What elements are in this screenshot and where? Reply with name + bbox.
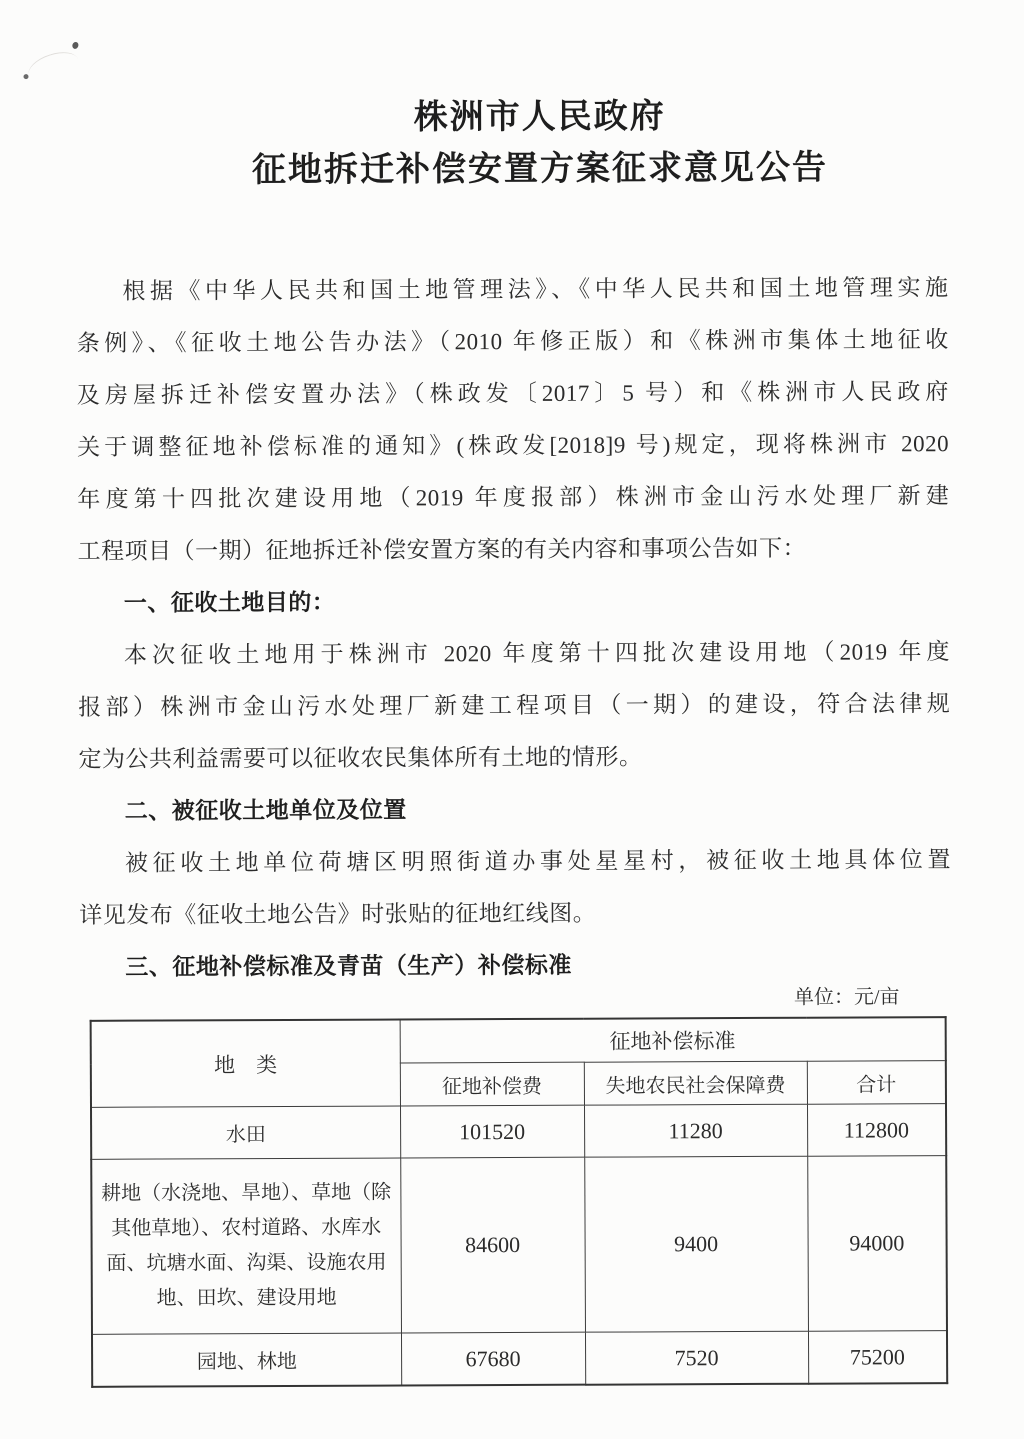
cell-social-fee: 11280 xyxy=(584,1104,807,1157)
cell-total: 75200 xyxy=(808,1331,947,1384)
table-row-garden-forest-land xyxy=(92,1331,947,1387)
intro-line-1: 根据《中华人民共和国土地管理法》、《中华人民共和国土地管理实施 xyxy=(122,275,949,304)
cell-land-type: 水田 xyxy=(91,1106,400,1159)
intro-line-4: 关于调整征地补偿标准的通知》(株政发[2018]9 号)规定，现将株洲市 2020 xyxy=(77,431,950,460)
intro-line-2: 条例》、《征收土地公告办法》（2010 年修正版）和《株洲市集体土地征收 xyxy=(76,327,949,356)
section1-heading: 一、征收土地目的： xyxy=(123,589,336,616)
cell-land-type: 耕地（水浇地、旱地）、草地（除其他草地）、农村道路、水库水面、坑塘水面、沟渠、设施农用地、田坎、建设用地 xyxy=(91,1158,401,1334)
cell-comp-fee: 67680 xyxy=(401,1332,585,1385)
header-land-type: 地 类 xyxy=(91,1019,400,1107)
document-title xyxy=(76,90,948,198)
section3-heading: 三、征地补偿标准及青苗（生产）补偿标准 xyxy=(125,952,572,980)
header-social-security-fee: 失地农民社会保障费 xyxy=(584,1061,807,1105)
cell-total: 94000 xyxy=(807,1156,947,1332)
cell-comp-fee: 84600 xyxy=(400,1157,585,1333)
title-line-1: 株洲市人民政府 xyxy=(413,98,666,137)
header-group-compensation-standard: 征地补偿标准 xyxy=(400,1017,946,1063)
title-line-2: 征地拆迁补偿安置方案征求意见公告 xyxy=(251,149,828,190)
intro-line-6: 工程项目（一期）征地拆迁补偿安置方案的有关内容和事项公告如下： xyxy=(77,535,807,564)
cell-comp-fee: 101520 xyxy=(400,1105,584,1158)
section2-heading: 二、被征收土地单位及位置 xyxy=(124,797,407,824)
compensation-table xyxy=(90,1016,949,1388)
document-body xyxy=(76,262,953,1388)
section1-line-1: 本次征收土地用于株洲市 2020 年度第十四批次建设用地（2019 年度 xyxy=(123,639,951,668)
scan-smudge xyxy=(25,47,83,89)
unit-note: 单位：元/亩 xyxy=(793,986,900,1009)
cell-land-type: 园地、林地 xyxy=(92,1333,401,1387)
scan-speck xyxy=(71,41,79,50)
intro-line-5: 年度第十四批次建设用地（2019 年度报部）株洲市金山污水处理厂新建 xyxy=(77,483,950,512)
header-comp-fee: 征地补偿费 xyxy=(400,1062,584,1106)
header-total: 合计 xyxy=(807,1061,946,1105)
document-content xyxy=(76,90,954,1388)
section2-line-2: 详见发布《征收土地公告》时张贴的征地红线图。 xyxy=(79,900,597,928)
cell-social-fee: 9400 xyxy=(584,1156,808,1332)
section1-line-2: 报部）株洲市金山污水处理厂新建工程项目（一期）的建设，符合法律规 xyxy=(78,691,951,720)
table-row-paddy-field xyxy=(91,1104,946,1160)
table-header-row-1 xyxy=(91,1017,946,1064)
table-row-cultivated-land xyxy=(91,1156,947,1335)
cell-total: 112800 xyxy=(807,1104,946,1157)
section1-line-3: 定为公共利益需要可以征收农民集体所有土地的情形。 xyxy=(78,744,643,772)
intro-line-3: 及房屋拆迁补偿安置办法》（株政发〔2017〕5 号）和《株洲市人民政府 xyxy=(76,379,949,408)
cell-social-fee: 7520 xyxy=(585,1331,808,1384)
section2-line-1: 被征收土地单位荷塘区明照街道办事处星星村，被征收土地具体位置 xyxy=(124,847,951,876)
compensation-table-wrap xyxy=(90,1016,954,1388)
